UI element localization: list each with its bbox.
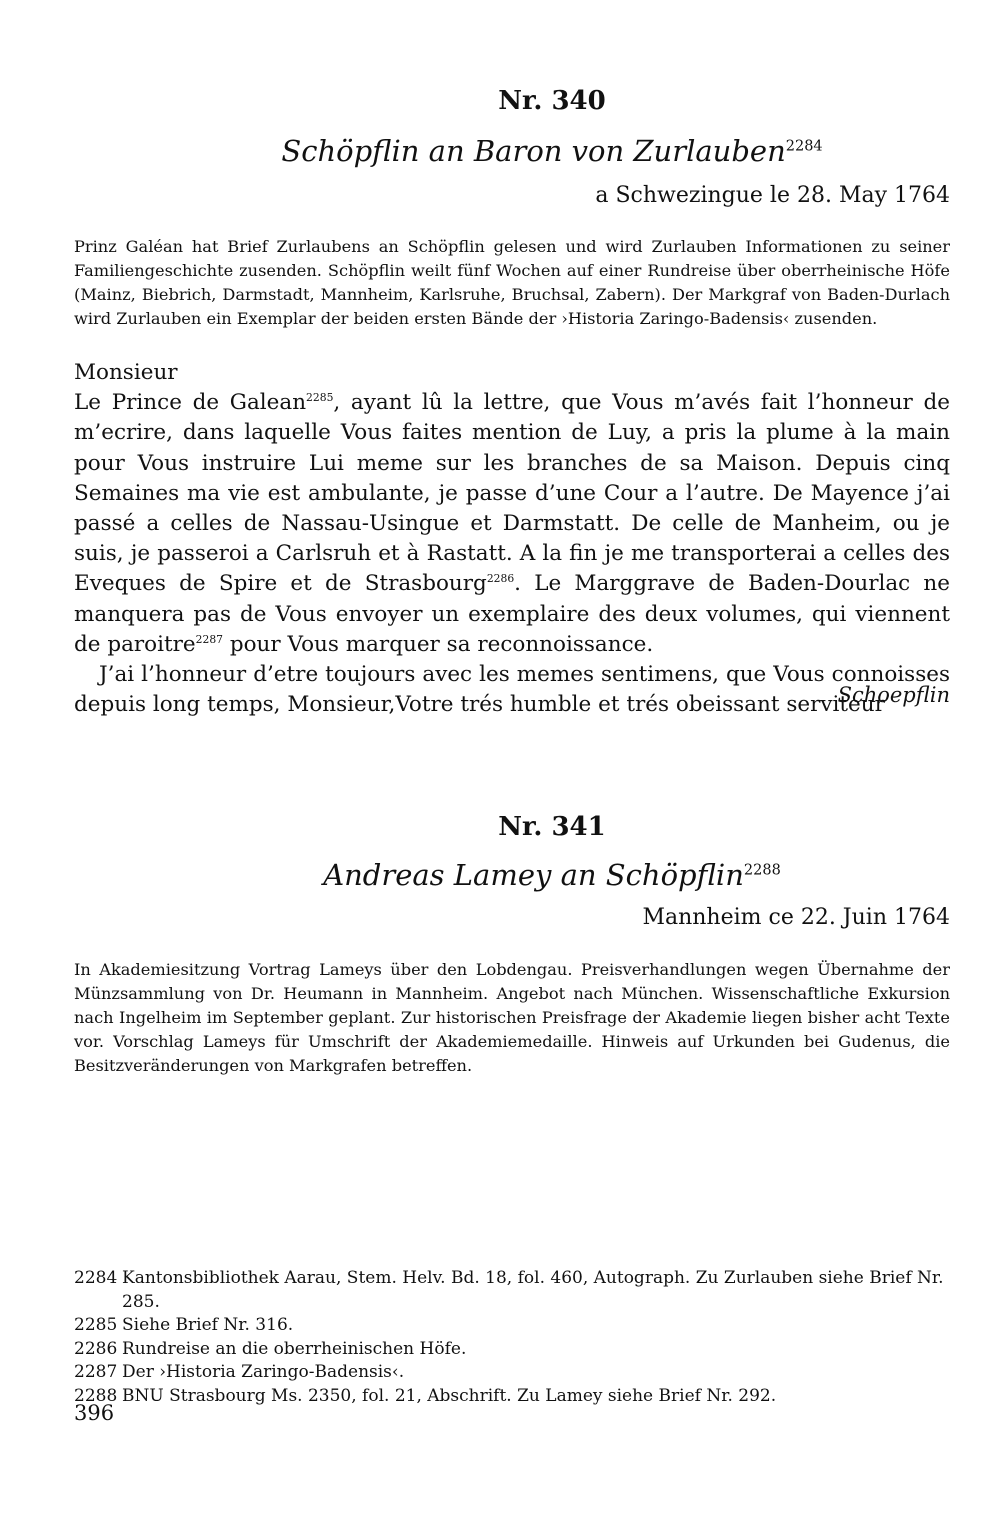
letter-summary: Prinz Galéan hat Brief Zurlaubens an Schöpflin gelesen und wird Zurlauben Informationen zu seiner Familiengeschichte zusenden. Schöpflin weilt fünf Wochen auf einer Rundreise über oberrheinische Höfe (Mainz, Biebrich, Darmstadt, Mannheim, Karlsruhe, Bruchsal, Zabern). Der Markgraf von Baden-Durlach wird Zurlauben ein Exemplar der beiden ersten Bände der ›Historia Zaringo-Badensis‹ zusenden. [74,237,950,328]
dateline: Mannheim ce 22. Juin 1764 [642,905,950,930]
letter-paragraph: Le Prince de Galean$^{2285}$, ayant lû la lettre, que Vous m’avés fait l’honneur de m’ecrire, dans laquelle Vous faites mention de Luy, a pris la plume à la main pour Vous instruire Lui meme sur les branches de sa Maison. Depuis cinq Semaines ma vie est ambulante, je passe d’une Cour a l’autre. De Mayence j’ai passé a celles de Nassau-Usingue et Darmstatt. De celle de Manheim, ou je suis, je passeroi a Carlsruh et à Rastatt. A la fin je me transporterai a celles des Eveques de Spire et de Strasbourg$^{2286}$. Le Marggrave de Baden-Dourlac ne manquera pas de Vous envoyer un exemplaire des deux volumes, qui viennent de paroitre$^{2287}$ pour Vous marquer sa reconnoissance. [74,390,950,657]
footnote-ref: 2285 [306,391,334,405]
letter-number: Nr. 341 [498,812,606,842]
letter-title: Andreas Lamey an Schöpflin$^{2288}$ [323,858,781,892]
footnote-ref: 2288 [743,862,781,879]
footnote-ref: 2284 [785,138,823,155]
footnotes [74,1267,950,1408]
footnote: 2285 Siehe Brief Nr. 316. [74,1315,294,1335]
footnote: 2284 Kantonsbibliothek Aarau, Stem. Helv. Bd. 18, fol. 460, Autograph. Zu Zurlauben siehe Brief Nr. 285. [74,1268,944,1312]
footnote: 2286 Rundreise an die oberrheinischen Höfe. [74,1338,467,1359]
footnote-ref: 2287 [195,632,224,646]
letter-number: Nr. 340 [498,86,606,116]
salutation: Monsieur [74,360,178,385]
signature: Schoepflin [837,683,950,707]
page-number: 396 [74,1401,115,1425]
letter-paragraph: J’ai l’honneur d’etre toujours avec les memes sentimens, que Vous connoisses depuis long temps, Monsieur,Votre trés humble et trés obeissant serviteur [74,662,950,718]
book-page [74,0,950,1531]
letter-body [74,358,950,720]
footnote-ref: 2286 [486,572,515,586]
letter-title: Schöpflin an Baron von Zurlauben$^{2284}$ [281,134,823,168]
dateline: a Schwezingue le 28. May 1764 [595,183,950,208]
footnote: 2287 Der ›Historia Zaringo-Badensis‹. [74,1362,405,1382]
footnote: 2288 BNU Strasbourg Ms. 2350, fol. 21, Abschrift. Zu Lamey siehe Brief Nr. 292. [74,1385,777,1406]
letter-summary: In Akademiesitzung Vortrag Lameys über den Lobdengau. Preisverhandlungen wegen Übernahme der Münzsammlung von Dr. Heumann in Mannheim. Angebot nach München. Wissenschaftliche Exkursion nach Ingelheim im September geplant. Zur historischen Preisfrage der Akademie liegen bisher acht Texte vor. Vorschlag Lameys für Umschrift der Akademiemedaille. Hinweis auf Urkunden bei Gudenus, die Besitzveränderungen von Markgrafen betreffen. [74,960,950,1075]
